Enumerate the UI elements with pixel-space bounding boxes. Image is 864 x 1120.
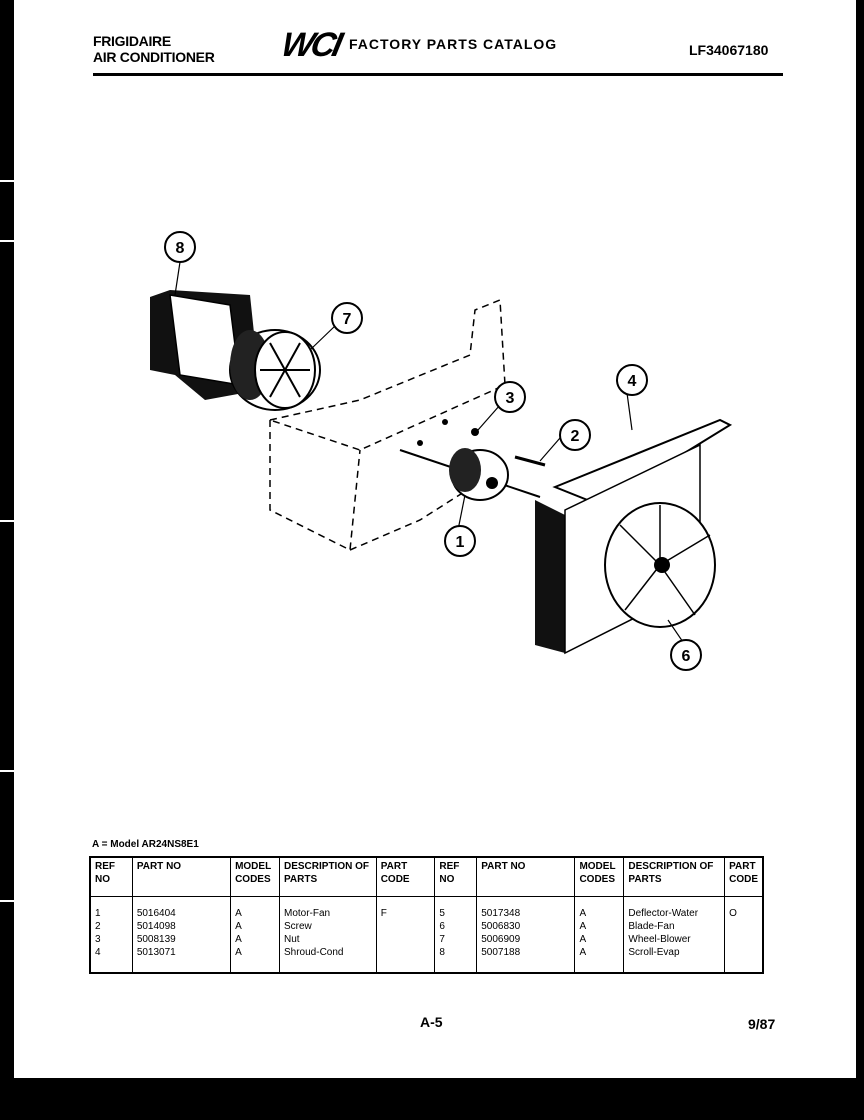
part-description: Shroud-Cond: [284, 947, 344, 958]
ref-no: 4: [95, 947, 101, 958]
ref-no: 3: [95, 934, 101, 945]
header-part-no: PART NO: [477, 857, 575, 897]
part-no: 5006909: [481, 934, 521, 945]
ref-no: 7: [439, 934, 445, 945]
callout-3: [495, 382, 525, 412]
svg-text:6: 6: [681, 648, 691, 665]
model-code: A: [235, 908, 242, 919]
model-code: A: [579, 934, 587, 945]
exploded-parts-diagram: [120, 225, 740, 685]
page-number: A-5: [420, 1014, 443, 1030]
callout-1: [445, 526, 475, 556]
part-code: O: [729, 908, 737, 919]
part-no: 5014098: [136, 921, 176, 932]
ref-no: 6: [439, 921, 445, 932]
parts-table: [89, 856, 764, 974]
model-code: A: [579, 947, 587, 958]
scan-edge-right: [856, 0, 864, 1120]
part-code-column: [376, 897, 435, 974]
scan-mark: [0, 900, 20, 902]
svg-text:8: 8: [175, 240, 185, 257]
callout-4: [617, 365, 647, 395]
model-code: A: [579, 921, 587, 932]
brand-name: FRIGIDAIRE: [93, 33, 171, 49]
part-no: 5017348: [481, 908, 521, 919]
part-no: 5013071: [136, 947, 176, 958]
ref-no: 1: [95, 908, 101, 919]
model-code: A: [235, 921, 242, 932]
header-part-code: PART CODE: [725, 857, 763, 897]
model-column: [575, 897, 624, 974]
ref-column: [90, 897, 132, 974]
header-description: DESCRIPTION OF PARTS: [624, 857, 725, 897]
brand-block: [93, 33, 215, 65]
header-model-codes: MODEL CODES: [575, 857, 624, 897]
blower-wheel-part: [230, 330, 320, 410]
svg-text:7: 7: [342, 311, 352, 328]
page-date: 9/87: [748, 1016, 776, 1032]
part-code-column: [725, 897, 763, 974]
header-ref-no: REF NO: [435, 857, 477, 897]
cabinet-outline: [270, 300, 505, 550]
part-description: Deflector-Water: [628, 908, 699, 919]
part-description: Blade-Fan: [628, 921, 675, 932]
svg-text:2: 2: [570, 428, 580, 445]
scan-mark: [0, 240, 20, 242]
motor-fan-part: [400, 448, 540, 500]
scan-edge-left: [0, 0, 14, 1120]
part-description: Wheel-Blower: [628, 934, 691, 945]
scan-mark: [0, 180, 20, 182]
part-description: Nut: [284, 934, 300, 945]
header-description: DESCRIPTION OF PARTS: [280, 857, 377, 897]
scan-edge-bottom: [0, 1078, 864, 1120]
description-column: [624, 897, 725, 974]
part-no: 5008139: [136, 934, 176, 945]
description-column: [280, 897, 377, 974]
svg-text:4: 4: [627, 373, 637, 390]
nut-part: [417, 419, 479, 446]
callout-7: [332, 303, 362, 333]
model-code: A: [579, 908, 587, 919]
header-model-codes: MODEL CODES: [231, 857, 280, 897]
parts-table-body: [90, 897, 763, 974]
svg-text:1: 1: [455, 534, 465, 551]
part-no: 5006830: [481, 921, 521, 932]
wci-logo: WCI: [278, 26, 344, 64]
part-description: Scroll-Evap: [628, 947, 680, 958]
header-part-no: PART NO: [132, 857, 230, 897]
parts-table-header: [90, 857, 763, 897]
part-description: Screw: [284, 921, 312, 932]
ref-no: 2: [95, 921, 101, 932]
part-column: [477, 897, 575, 974]
ref-no: 5: [439, 908, 445, 919]
header-ref-no: REF NO: [90, 857, 132, 897]
part-column: [132, 897, 230, 974]
scan-mark: [0, 770, 20, 772]
part-no: 5016404: [136, 908, 176, 919]
model-code: A: [235, 947, 242, 958]
header-rule: [93, 73, 783, 76]
part-code: F: [380, 908, 387, 919]
callout-2: [560, 420, 590, 450]
model-column: [231, 897, 280, 974]
scan-mark: [0, 520, 20, 522]
part-description: Motor-Fan: [284, 908, 331, 919]
callout-8: [165, 232, 195, 262]
catalog-title: FACTORY PARTS CATALOG: [349, 36, 558, 52]
svg-text:3: 3: [505, 390, 515, 407]
header-part-code: PART CODE: [376, 857, 435, 897]
ref-column: [435, 897, 477, 974]
model-legend: A = Model AR24NS8E1: [92, 839, 199, 850]
product-type: AIR CONDITIONER: [93, 49, 215, 65]
model-code: A: [235, 934, 242, 945]
blade-fan-part: [605, 503, 715, 627]
catalog-model-number: LF34067180: [689, 42, 769, 58]
callout-6: [671, 640, 701, 670]
ref-no: 8: [439, 947, 445, 958]
part-no: 5007188: [481, 947, 521, 958]
